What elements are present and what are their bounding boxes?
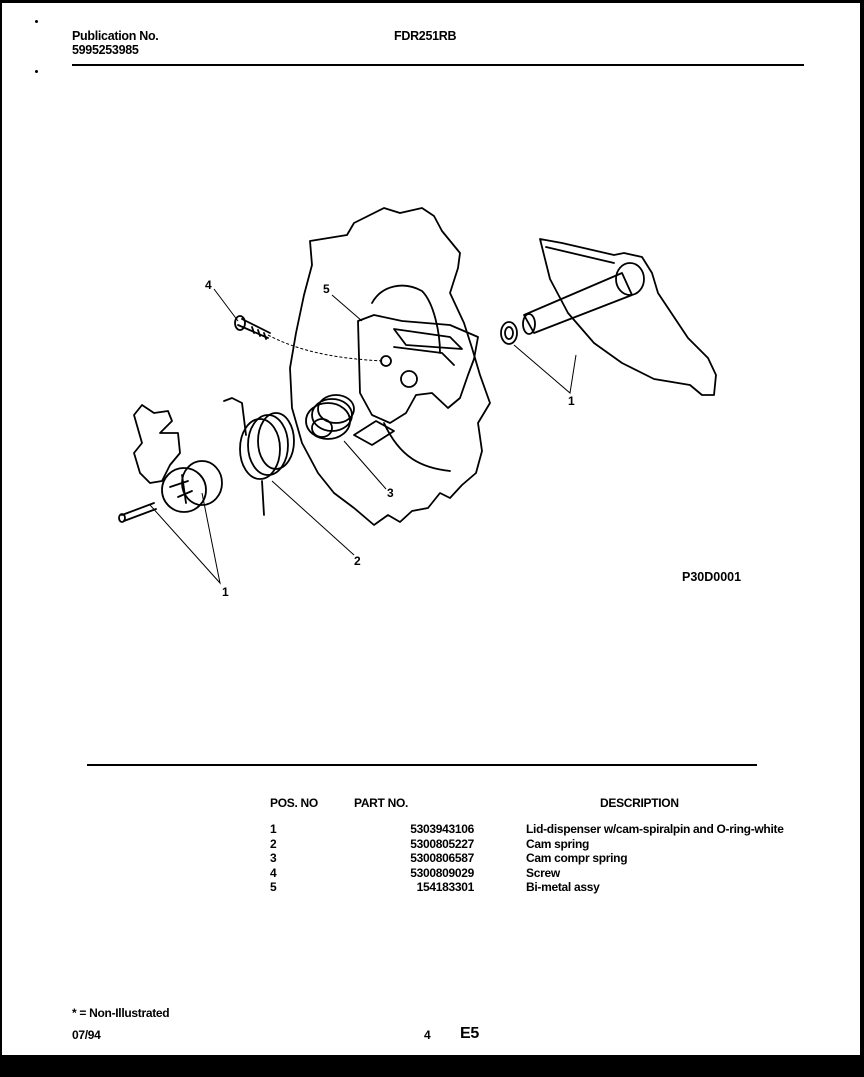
column-header-part: PART NO. [354,796,409,810]
part-no: 5300806587 [410,851,474,865]
part-no: 5300805227 [410,836,474,851]
pos-no: 1 [270,822,277,836]
cam [134,405,222,512]
o-ring [501,322,517,344]
cam-compr-spring [306,395,354,439]
description: Lid-dispenser w/cam-spiralpin and O-ring-white [526,822,784,836]
callout-5: 5 [323,282,330,296]
part-no: 5303943106 [410,822,474,836]
callout-1-lid: 1 [568,394,575,408]
table-row [260,866,784,881]
page-number: 4 [424,1028,431,1042]
section-code: E5 [460,1025,479,1042]
publication-label: Publication No. [72,29,159,43]
publication-number: 5995253985 [72,43,139,57]
callout-3: 3 [387,486,394,500]
bi-metal-assy [358,315,478,423]
description: Bi-metal assy [526,880,600,894]
description: Cam compr spring [526,851,628,865]
table-row [260,822,784,837]
table-top-rule [87,764,757,766]
column-header-desc: DESCRIPTION [600,796,679,810]
callout-4: 4 [205,278,212,292]
pos-no: 3 [270,851,277,865]
figure-code: P30D0001 [682,570,742,584]
callout-2: 2 [354,554,361,568]
pos-no: 5 [270,880,277,894]
dispenser-housing [290,208,490,525]
description: Screw [526,865,560,880]
parts-table-header [260,796,784,822]
parts-table [260,796,784,895]
table-row [260,851,784,866]
table-row [260,837,784,852]
pos-no: 4 [270,865,277,880]
exploded-parts-diagram [2,3,860,623]
part-no: 154183301 [416,880,474,894]
parts-page [2,3,860,1055]
callout-1-cam: 1 [222,585,229,599]
part-no: 5300809029 [410,865,474,880]
pos-no: 2 [270,836,277,851]
footer-date: 07/94 [72,1028,101,1042]
cam-spring [224,398,294,515]
description: Cam spring [526,836,590,851]
table-row [260,880,784,895]
non-illustrated-note: * = Non-Illustrated [72,1006,170,1020]
model-number: FDR251RB [394,29,457,43]
column-header-pos: POS. NO [270,796,318,810]
